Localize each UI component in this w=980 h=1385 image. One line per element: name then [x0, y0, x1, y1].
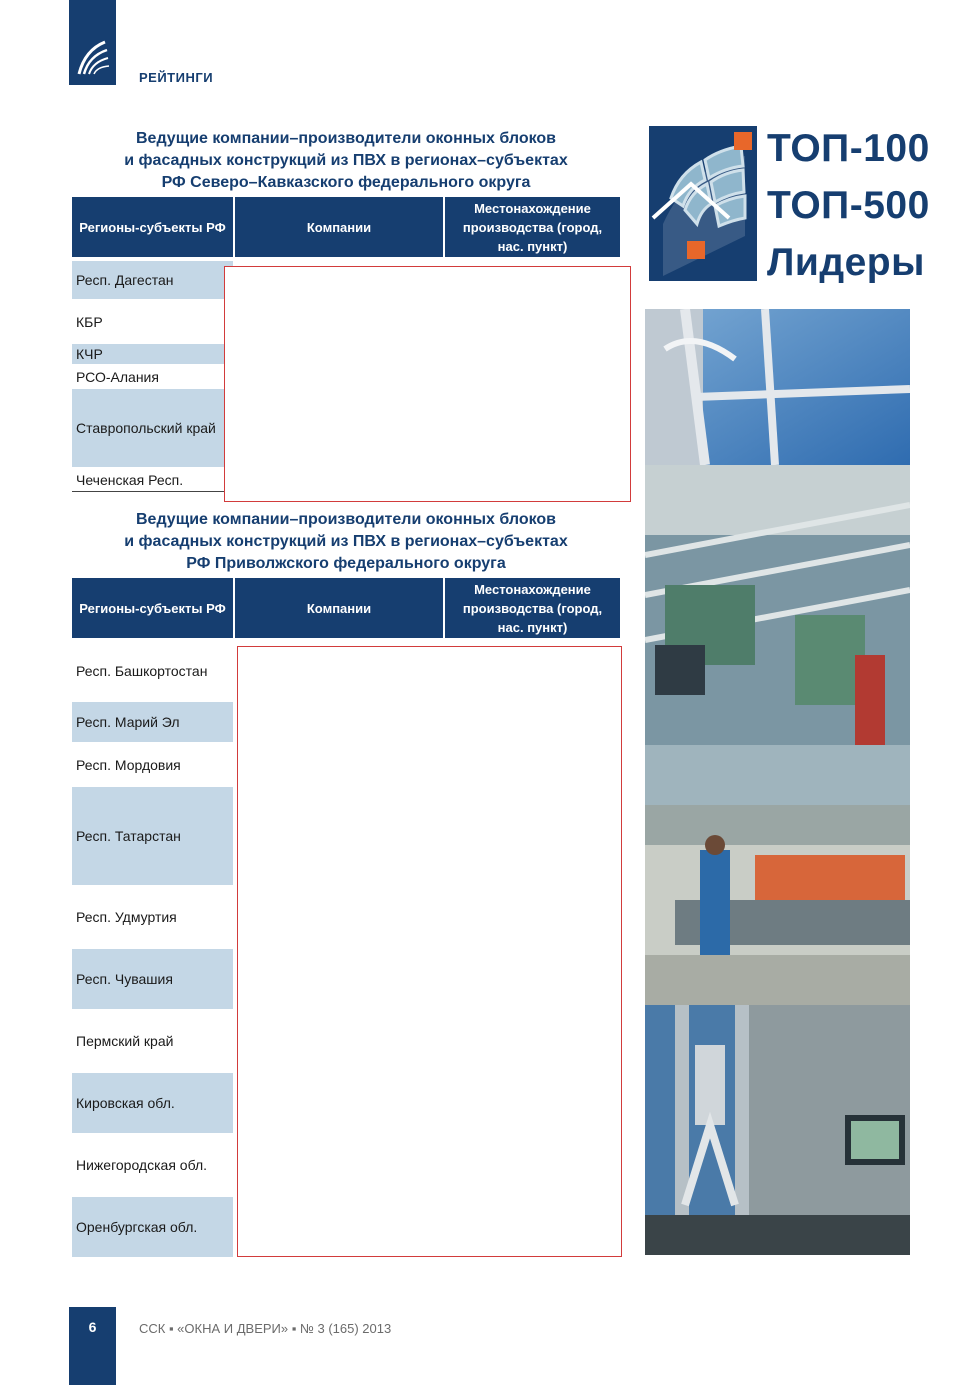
- table-row: Оренбургская обл.: [72, 1197, 233, 1257]
- table2-title-line: РФ Приволжского федерального округа: [186, 555, 506, 572]
- section-label: РЕЙТИНГИ: [139, 70, 214, 85]
- table-row: Чеченская Респ.: [72, 469, 233, 492]
- publication-info: ССК ▪ «ОКНА И ДВЕРИ» ▪ № 3 (165) 2013: [139, 1321, 392, 1336]
- badge-leaders: Лидеры: [767, 241, 925, 284]
- table1-title: [72, 128, 620, 194]
- redacted-area: [237, 646, 622, 1257]
- table1-title-line: РФ Северо–Кавказского федерального округа: [161, 174, 531, 191]
- col-header-location: Местонахождение производства (город, нас. пункт): [445, 578, 620, 638]
- table1-header: [72, 197, 620, 257]
- table2-title: [72, 509, 620, 575]
- col-header-region: Регионы-субъекты РФ: [72, 578, 233, 638]
- table-row: Нижегородская обл.: [76, 1157, 208, 1173]
- table-row: Респ. Татарстан: [72, 787, 233, 885]
- col-header-location: Местонахождение производства (город, нас. пункт): [445, 197, 620, 257]
- table2-title-line: и фасадных конструкций из ПВХ в регионах–субъектах: [124, 533, 568, 550]
- col-header-region: Регионы-субъекты РФ: [72, 197, 233, 257]
- redacted-area: [224, 266, 631, 502]
- table-row: Кировская обл.: [72, 1073, 233, 1133]
- col-header-company: Компании: [235, 578, 443, 638]
- table2-header: [72, 578, 620, 638]
- table-row: Респ. Удмуртия: [76, 909, 177, 925]
- table2-title-line: Ведущие компании–производители оконных блоков: [135, 511, 557, 528]
- table1-title-line: Ведущие компании–производители оконных блоков: [135, 130, 557, 147]
- magazine-logo-icon: [75, 36, 111, 76]
- table-row: Респ. Башкортостан: [76, 662, 208, 679]
- window-profile-photo: [645, 309, 910, 465]
- photo-column: [645, 309, 910, 1255]
- badge-top100: ТОП-100: [767, 127, 930, 170]
- testing-machine-photo: [645, 1005, 910, 1255]
- table-row: Респ. Мордовия: [76, 757, 181, 773]
- footer-bar: [69, 1307, 116, 1385]
- table-row: Респ. Марий Эл: [72, 702, 233, 742]
- table-row: КБР: [76, 314, 103, 330]
- table-row: КЧР: [72, 344, 233, 364]
- page-number: 6: [88, 1319, 97, 1335]
- table-row: Пермский край: [76, 1033, 174, 1049]
- table-row: Респ. Чувашия: [72, 949, 233, 1009]
- workshop-photo: [645, 805, 910, 1005]
- table-row: РСО-Алания: [76, 368, 159, 385]
- col-header-company: Компании: [235, 197, 443, 257]
- factory-line-photo: [645, 465, 910, 805]
- table-row: Респ. Дагестан: [72, 261, 233, 299]
- table-row: Ставропольский край: [72, 389, 233, 467]
- orange-square-icon: [734, 132, 752, 150]
- header-bar: [69, 0, 116, 85]
- table1-title-line: и фасадных конструкций из ПВХ в регионах–субъектах: [124, 152, 568, 169]
- badge-top500: ТОП-500: [767, 184, 930, 227]
